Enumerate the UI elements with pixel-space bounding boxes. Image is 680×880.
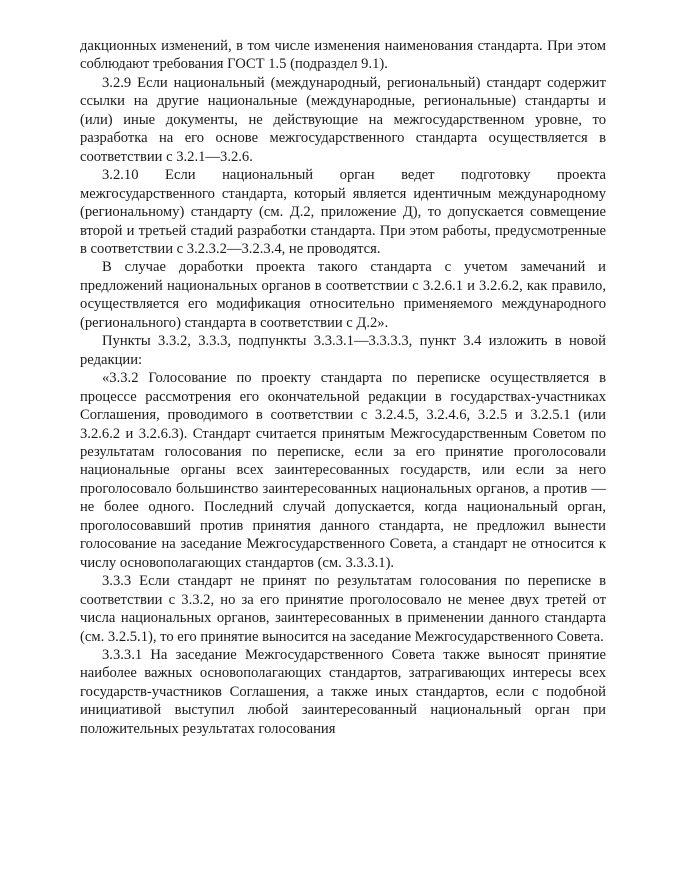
paragraph-3-2-9: 3.2.9 Если национальный (международный, региональный) стандарт содержит ссылки на другие национальные (международные, региональные) стандарты и (или) иные документы, не действующие на межгосударственном уровне, то разработка на его основе межгосударственного стандарта осуществляется в соответствии с 3.2.1—3.2.6. [80, 74, 606, 165]
paragraph-revision-case: В случае доработки проекта такого стандарта с учетом замечаний и предложений национальных органов в соответствии с 3.2.6.1 и 3.2.6.2, как правило, осуществляется его модификация относительно применяемого международного (регионального) стандарта в соответствии с Д.2». [80, 259, 606, 331]
paragraph-continuation: дакционных изменений, в том числе изменения наименования стандарта. При этом соблюдают требования ГОСТ 1.5 (подраздел 9.1). [80, 38, 606, 73]
paragraph-3-3-2: «3.3.2 Голосование по проекту стандарта по переписке осуществляется в процессе рассмотрения его окончательной редакции в государствах-участниках Соглашения, проводимого в соответствии с 3.2.4.5, 3.2.4.6, 3.2.5 и 3.2.5.1 (или 3.2.6.2 и 3.2.6.3). Стандарт считается принятым Межгосударственным Советом по результатам голосования по переписке, если за его принятие проголосовали национальные органы всех заинтересованных государств, или если за него проголосовало большинство заинтересованных национальных органов, а против — не более одного. Последний случай допускается, когда национальный орган, проголосовавший против принятия данного стандарта, не предложил вынести голосование на заседание Межгосударственного Совета, а стандарт не относится к числу основополагающих стандартов (см. 3.3.3.1). [80, 370, 606, 571]
paragraph-3-3-3-1: 3.3.3.1 На заседание Межгосударственного Совета также выносят принятие наиболее важных основополагающих стандартов, затрагивающих интересы всех государств-участников Соглашения, а также иных стандартов, если с подобной инициативой выступил любой заинтересованный национальный орган при положительных результатах голосования [80, 646, 606, 737]
document-page [80, 37, 606, 738]
paragraph-3-3-3: 3.3.3 Если стандарт не принят по результатам голосования по переписке в соответствии с 3.3.2, но за его принятие проголосовало не менее двух третей от числа национальных органов, заинтересованных в применении данного стандарта (см. 3.2.5.1), то его принятие выносится на заседание Межгосударственного Совета. [80, 573, 606, 645]
paragraph-new-edition: Пункты 3.3.2, 3.3.3, подпункты 3.3.3.1—3.3.3.3, пункт 3.4 изложить в новой редакции: [80, 333, 606, 368]
paragraph-3-2-10: 3.2.10 Если национальный орган ведет подготовку проекта межгосударственного стандарта, который является идентичным международному (региональному) стандарту (см. Д.2, приложение Д), то допускается совмещение второй и третьей стадий разработки стандарта. При этом работы, предусмотренные в соответствии с 3.2.3.2—3.2.3.4, не проводятся. [80, 167, 606, 257]
